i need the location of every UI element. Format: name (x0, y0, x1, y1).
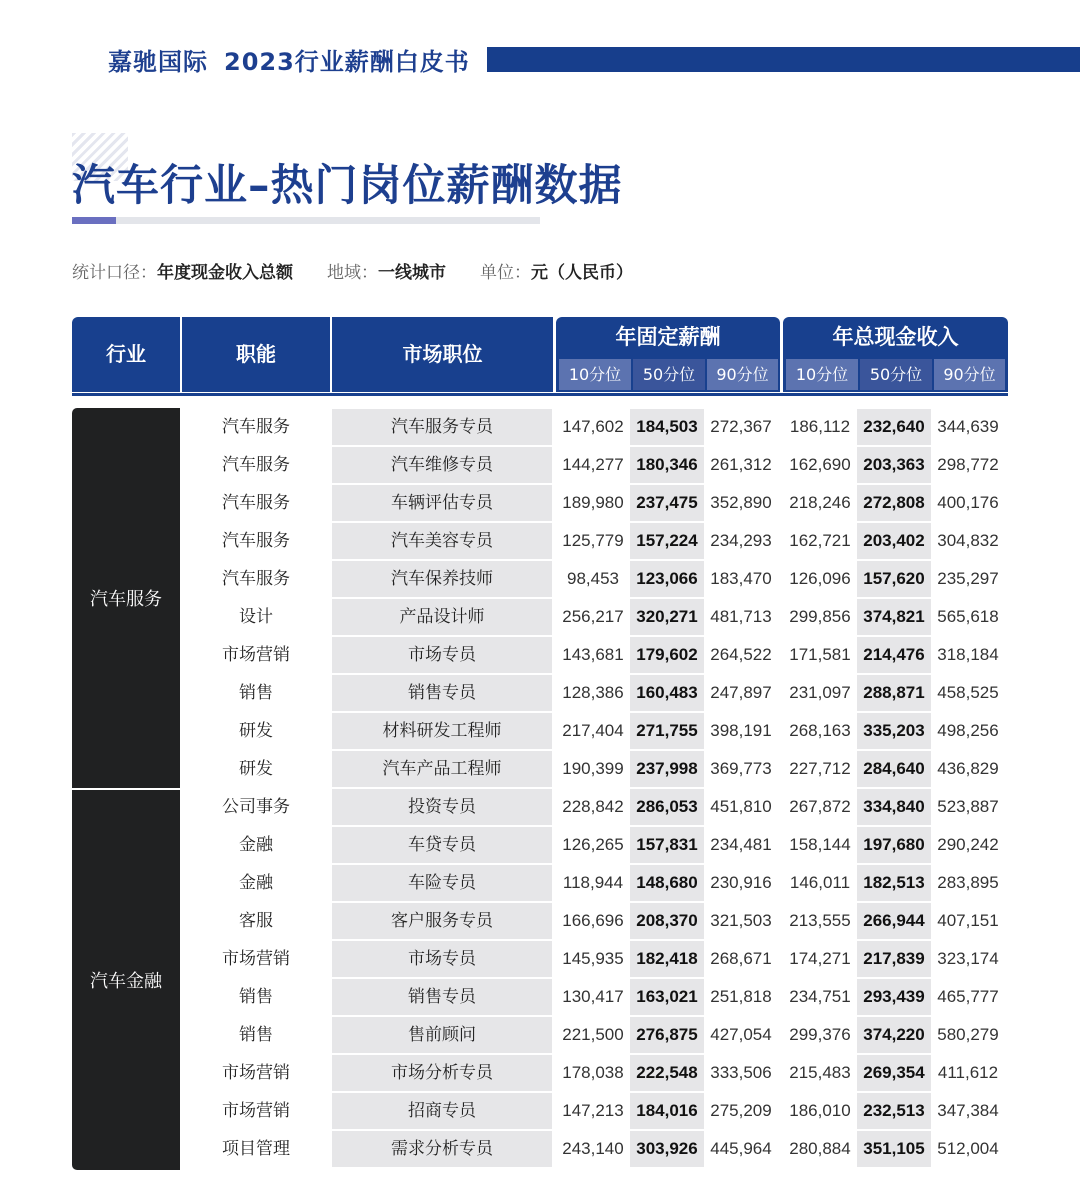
header-bar (487, 47, 1080, 72)
fixed-p10-cell: 125,779 (556, 523, 630, 559)
table-row (182, 484, 1008, 522)
table-row (182, 446, 1008, 484)
fixed-p10-cell: 189,980 (556, 485, 630, 521)
fixed-p50-cell: 237,998 (630, 751, 704, 787)
table-row (182, 978, 1008, 1016)
fixed-p90-cell: 234,481 (704, 827, 778, 863)
total-p90-cell: 436,829 (931, 751, 1005, 787)
total-p50-cell: 232,513 (857, 1093, 931, 1129)
industry-label: 汽车服务 (90, 589, 162, 610)
total-p10-cell: 268,163 (783, 713, 857, 749)
table-row (182, 940, 1008, 978)
position-cell: 投资专员 (332, 789, 552, 825)
position-cell: 车贷专员 (332, 827, 552, 863)
function-cell: 市场营销 (182, 941, 330, 977)
industry-label: 汽车金融 (90, 971, 162, 992)
total-p90-cell: 407,151 (931, 903, 1005, 939)
fixed-p10-cell: 190,399 (556, 751, 630, 787)
function-cell: 销售 (182, 979, 330, 1015)
subheader-total-p10: 10分位 (786, 359, 858, 390)
position-cell: 市场分析专员 (332, 1055, 552, 1091)
table-row (182, 522, 1008, 560)
function-cell: 销售 (182, 675, 330, 711)
function-cell: 市场营销 (182, 637, 330, 673)
table-row (182, 560, 1008, 598)
total-p90-cell: 323,174 (931, 941, 1005, 977)
total-p10-cell: 267,872 (783, 789, 857, 825)
fixed-p90-cell: 272,367 (704, 409, 778, 445)
table-row (182, 674, 1008, 712)
industry-cell-auto-service (72, 408, 180, 788)
function-cell: 汽车服务 (182, 561, 330, 597)
total-p50-cell: 232,640 (857, 409, 931, 445)
total-p50-cell: 266,944 (857, 903, 931, 939)
total-p90-cell: 344,639 (931, 409, 1005, 445)
fixed-p10-cell: 217,404 (556, 713, 630, 749)
fixed-p50-cell: 160,483 (630, 675, 704, 711)
fixed-p10-cell: 243,140 (556, 1131, 630, 1167)
subheader-fixed-p10: 10分位 (559, 359, 631, 390)
total-p10-cell: 299,856 (783, 599, 857, 635)
total-p10-cell: 186,112 (783, 409, 857, 445)
fixed-p90-cell: 261,312 (704, 447, 778, 483)
function-cell: 销售 (182, 1017, 330, 1053)
fixed-p50-cell: 222,548 (630, 1055, 704, 1091)
scope-value: 年度现金收入总额 (157, 263, 293, 283)
header-divider (72, 393, 1008, 396)
total-p90-cell: 400,176 (931, 485, 1005, 521)
position-cell: 汽车维修专员 (332, 447, 552, 483)
total-p10-cell: 162,721 (783, 523, 857, 559)
total-p50-cell: 214,476 (857, 637, 931, 673)
position-cell: 市场专员 (332, 637, 552, 673)
fixed-p90-cell: 247,897 (704, 675, 778, 711)
fixed-p10-cell: 256,217 (556, 599, 630, 635)
fixed-p10-cell: 128,386 (556, 675, 630, 711)
function-cell: 客服 (182, 903, 330, 939)
position-cell: 产品设计师 (332, 599, 552, 635)
position-cell: 汽车美容专员 (332, 523, 552, 559)
table-row (182, 902, 1008, 940)
title-underline-accent (72, 217, 116, 224)
total-p50-cell: 335,203 (857, 713, 931, 749)
total-p90-cell: 304,832 (931, 523, 1005, 559)
function-cell: 汽车服务 (182, 409, 330, 445)
fixed-p90-cell: 251,818 (704, 979, 778, 1015)
fixed-p50-cell: 184,016 (630, 1093, 704, 1129)
function-cell: 研发 (182, 713, 330, 749)
total-p50-cell: 217,839 (857, 941, 931, 977)
function-cell: 金融 (182, 865, 330, 901)
page-title: 汽车行业–热门岗位薪酬数据 (72, 161, 623, 211)
fixed-p50-cell: 276,875 (630, 1017, 704, 1053)
total-p90-cell: 235,297 (931, 561, 1005, 597)
header-position-label: 市场职位 (402, 342, 483, 366)
fixed-p10-cell: 98,453 (556, 561, 630, 597)
table-row (182, 1130, 1008, 1168)
fixed-p50-cell: 237,475 (630, 485, 704, 521)
function-cell: 市场营销 (182, 1093, 330, 1129)
function-cell: 项目管理 (182, 1131, 330, 1167)
total-p50-cell: 351,105 (857, 1131, 931, 1167)
table-row (182, 636, 1008, 674)
fixed-p50-cell: 157,831 (630, 827, 704, 863)
unit-label: 单位： (480, 263, 531, 283)
table-row (182, 1016, 1008, 1054)
region-label: 地域： (327, 263, 378, 283)
table-row (182, 826, 1008, 864)
total-p10-cell: 162,690 (783, 447, 857, 483)
total-p10-cell: 174,271 (783, 941, 857, 977)
total-p50-cell: 197,680 (857, 827, 931, 863)
fixed-p50-cell: 208,370 (630, 903, 704, 939)
position-cell: 客户服务专员 (332, 903, 552, 939)
header-group-fixed-label: 年固定薪酬 (615, 325, 721, 349)
position-cell: 销售专员 (332, 979, 552, 1015)
position-cell: 需求分析专员 (332, 1131, 552, 1167)
fixed-p90-cell: 481,713 (704, 599, 778, 635)
fixed-p50-cell: 184,503 (630, 409, 704, 445)
fixed-p10-cell: 166,696 (556, 903, 630, 939)
fixed-p10-cell: 147,602 (556, 409, 630, 445)
total-p90-cell: 411,612 (931, 1055, 1005, 1091)
header-industry-label: 行业 (106, 342, 146, 366)
header-position (332, 317, 553, 392)
total-p10-cell: 186,010 (783, 1093, 857, 1129)
position-cell: 材料研发工程师 (332, 713, 552, 749)
total-p10-cell: 158,144 (783, 827, 857, 863)
fixed-p90-cell: 445,964 (704, 1131, 778, 1167)
total-p50-cell: 272,808 (857, 485, 931, 521)
position-cell: 市场专员 (332, 941, 552, 977)
table-row (182, 788, 1008, 826)
position-cell: 汽车产品工程师 (332, 751, 552, 787)
fixed-p90-cell: 264,522 (704, 637, 778, 673)
total-p90-cell: 512,004 (931, 1131, 1005, 1167)
total-p90-cell: 465,777 (931, 979, 1005, 1015)
total-p10-cell: 215,483 (783, 1055, 857, 1091)
fixed-p90-cell: 451,810 (704, 789, 778, 825)
total-p90-cell: 458,525 (931, 675, 1005, 711)
total-p90-cell: 580,279 (931, 1017, 1005, 1053)
industry-cell-auto-finance (72, 790, 180, 1170)
total-p90-cell: 298,772 (931, 447, 1005, 483)
function-cell: 汽车服务 (182, 447, 330, 483)
function-cell: 研发 (182, 751, 330, 787)
subheader-fixed-p50: 50分位 (633, 359, 705, 390)
fixed-p90-cell: 398,191 (704, 713, 778, 749)
fixed-p50-cell: 303,926 (630, 1131, 704, 1167)
fixed-p90-cell: 230,916 (704, 865, 778, 901)
total-p90-cell: 318,184 (931, 637, 1005, 673)
unit-value: 元（人民币） (531, 263, 633, 283)
position-cell: 销售专员 (332, 675, 552, 711)
total-p50-cell: 284,640 (857, 751, 931, 787)
total-p90-cell: 565,618 (931, 599, 1005, 635)
total-p50-cell: 203,363 (857, 447, 931, 483)
fixed-p50-cell: 148,680 (630, 865, 704, 901)
fixed-p10-cell: 143,681 (556, 637, 630, 673)
fixed-p10-cell: 221,500 (556, 1017, 630, 1053)
subheader-total-p90: 90分位 (934, 359, 1005, 390)
total-p10-cell: 280,884 (783, 1131, 857, 1167)
function-cell: 金融 (182, 827, 330, 863)
subheader-total-p50: 50分位 (860, 359, 932, 390)
header-group-total-label: 年总现金收入 (832, 325, 959, 349)
table-body (182, 408, 1008, 1168)
fixed-p10-cell: 144,277 (556, 447, 630, 483)
fixed-p50-cell: 182,418 (630, 941, 704, 977)
fixed-p50-cell: 286,053 (630, 789, 704, 825)
region-value: 一线城市 (378, 263, 446, 283)
fixed-p10-cell: 145,935 (556, 941, 630, 977)
fixed-p90-cell: 234,293 (704, 523, 778, 559)
table-row (182, 408, 1008, 446)
function-cell: 汽车服务 (182, 523, 330, 559)
total-p50-cell: 374,220 (857, 1017, 931, 1053)
header-function (182, 317, 330, 392)
fixed-p90-cell: 352,890 (704, 485, 778, 521)
total-p10-cell: 218,246 (783, 485, 857, 521)
meta-line (72, 258, 633, 283)
brand-line (108, 42, 470, 77)
total-p10-cell: 299,376 (783, 1017, 857, 1053)
fixed-p50-cell: 123,066 (630, 561, 704, 597)
fixed-p10-cell: 118,944 (556, 865, 630, 901)
position-cell: 招商专员 (332, 1093, 552, 1129)
fixed-p10-cell: 147,213 (556, 1093, 630, 1129)
table-row (182, 1092, 1008, 1130)
fixed-p90-cell: 333,506 (704, 1055, 778, 1091)
total-p10-cell: 146,011 (783, 865, 857, 901)
header-function-label: 职能 (236, 342, 276, 366)
fixed-p90-cell: 183,470 (704, 561, 778, 597)
table-row (182, 750, 1008, 788)
total-p10-cell: 227,712 (783, 751, 857, 787)
position-cell: 车险专员 (332, 865, 552, 901)
title-underline (72, 217, 540, 224)
brand-name: 嘉驰国际 (108, 48, 208, 76)
function-cell: 设计 (182, 599, 330, 635)
total-p10-cell: 126,096 (783, 561, 857, 597)
fixed-p90-cell: 427,054 (704, 1017, 778, 1053)
function-cell: 汽车服务 (182, 485, 330, 521)
total-p50-cell: 334,840 (857, 789, 931, 825)
position-cell: 汽车保养技师 (332, 561, 552, 597)
total-p50-cell: 269,354 (857, 1055, 931, 1091)
fixed-p90-cell: 275,209 (704, 1093, 778, 1129)
header-industry (72, 317, 180, 392)
total-p10-cell: 171,581 (783, 637, 857, 673)
fixed-p50-cell: 179,602 (630, 637, 704, 673)
total-p50-cell: 374,821 (857, 599, 931, 635)
table-row (182, 1054, 1008, 1092)
fixed-p90-cell: 268,671 (704, 941, 778, 977)
total-p90-cell: 347,384 (931, 1093, 1005, 1129)
total-p50-cell: 293,439 (857, 979, 931, 1015)
total-p90-cell: 283,895 (931, 865, 1005, 901)
total-p50-cell: 203,402 (857, 523, 931, 559)
whitepaper-title: 2023行业薪酬白皮书 (224, 48, 470, 76)
position-cell: 车辆评估专员 (332, 485, 552, 521)
fixed-p50-cell: 320,271 (630, 599, 704, 635)
subheader-fixed-p90: 90分位 (707, 359, 778, 390)
fixed-p10-cell: 178,038 (556, 1055, 630, 1091)
fixed-p50-cell: 163,021 (630, 979, 704, 1015)
fixed-p90-cell: 369,773 (704, 751, 778, 787)
total-p10-cell: 234,751 (783, 979, 857, 1015)
table-row (182, 864, 1008, 902)
function-cell: 公司事务 (182, 789, 330, 825)
fixed-p10-cell: 126,265 (556, 827, 630, 863)
table-row (182, 598, 1008, 636)
function-cell: 市场营销 (182, 1055, 330, 1091)
total-p50-cell: 182,513 (857, 865, 931, 901)
total-p50-cell: 157,620 (857, 561, 931, 597)
total-p90-cell: 498,256 (931, 713, 1005, 749)
total-p50-cell: 288,871 (857, 675, 931, 711)
fixed-p10-cell: 228,842 (556, 789, 630, 825)
scope-label: 统计口径： (72, 263, 157, 283)
fixed-p90-cell: 321,503 (704, 903, 778, 939)
total-p90-cell: 290,242 (931, 827, 1005, 863)
fixed-p50-cell: 157,224 (630, 523, 704, 559)
table-row (182, 712, 1008, 750)
fixed-p50-cell: 271,755 (630, 713, 704, 749)
total-p10-cell: 213,555 (783, 903, 857, 939)
position-cell: 售前顾问 (332, 1017, 552, 1053)
total-p90-cell: 523,887 (931, 789, 1005, 825)
position-cell: 汽车服务专员 (332, 409, 552, 445)
total-p10-cell: 231,097 (783, 675, 857, 711)
fixed-p50-cell: 180,346 (630, 447, 704, 483)
fixed-p10-cell: 130,417 (556, 979, 630, 1015)
